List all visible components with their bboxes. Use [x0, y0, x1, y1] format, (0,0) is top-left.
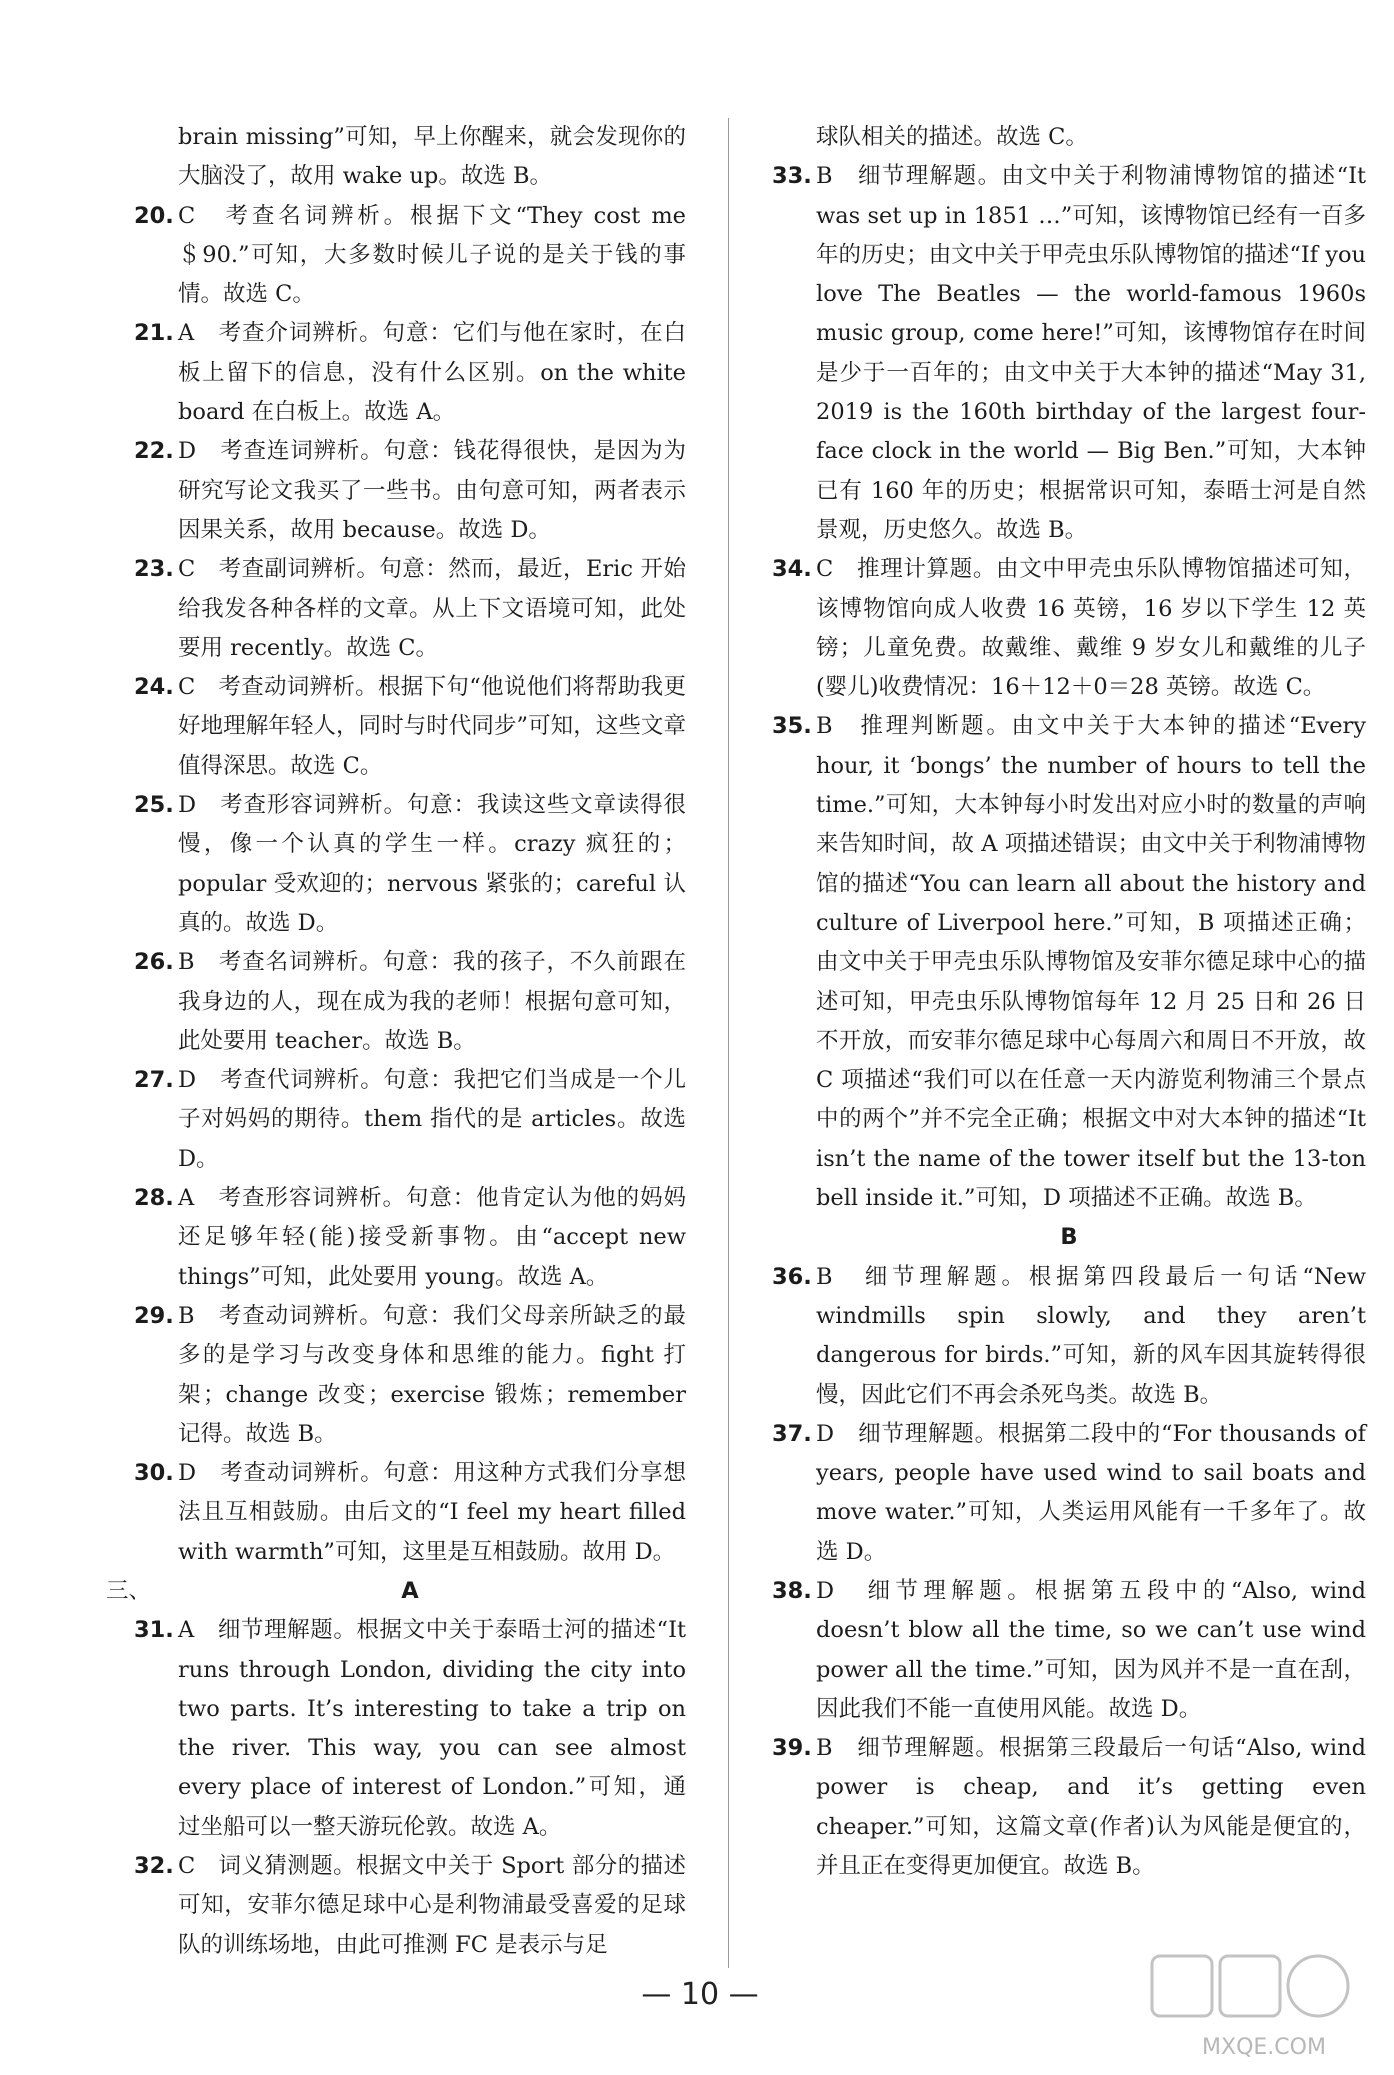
answer-text: C 考查动词辨析。根据下句“他说他们将帮助我更好地理解年轻人，同时与时代同步”可知，这些文章值得深思。故选 C。	[178, 674, 686, 779]
question-number: 28.	[134, 1185, 174, 1212]
question-number: 37.	[772, 1420, 812, 1447]
answer-item	[134, 786, 686, 943]
answer-text: 球队相关的描述。故选 C。	[816, 124, 1088, 150]
question-number: 33.	[772, 163, 812, 190]
question-number: 24.	[134, 674, 174, 701]
answer-text: B 细节理解题。根据第三段最后一句话“Also, wind power is cheap, and it’s getting even cheaper.”可知，这篇文章(作者)认为风能是便宜的，并且正在变得更加便宜。故选 B。	[816, 1735, 1366, 1880]
page-number: — 10 —	[641, 1977, 759, 2012]
answer-text: D 考查动词辨析。句意：用这种方式我们分享想法且互相鼓励。由后文的“I feel my heart filled with warmth”可知，这里是互相鼓励。故用 D。	[178, 1460, 686, 1565]
answer-item	[134, 1061, 686, 1179]
answer-item	[772, 550, 1366, 707]
left-column	[106, 118, 686, 1965]
section-heading	[772, 1218, 1366, 1257]
answer-text: D 细节理解题。根据第五段中的“Also, wind doesn’t blow all the time, so we can’t use wind power all the time.”可知，因为风并不是一直在刮，因此我们不能一直使用风能。故选 D。	[816, 1577, 1366, 1722]
answer-continuation	[772, 118, 1366, 157]
column-divider	[728, 118, 729, 1968]
question-number: 21.	[134, 320, 174, 347]
question-number: 35.	[772, 713, 812, 740]
answer-item	[134, 432, 686, 550]
question-number: 22.	[134, 438, 174, 465]
answer-item	[772, 1415, 1366, 1572]
answer-text: brain missing”可知，早上你醒来，就会发现你的大脑没了，故用 wake up。故选 B。	[178, 124, 686, 190]
answer-item	[134, 314, 686, 432]
section-number: 三、	[106, 1577, 152, 1604]
question-number: 30.	[134, 1460, 174, 1487]
answer-text: D 考查形容词辨析。句意：我读这些文章读得很慢，像一个认真的学生一样。crazy 疯狂的；popular 受欢迎的；nervous 紧张的；careful 认真的。故选 D。	[178, 792, 686, 936]
answer-text: B 细节理解题。根据第四段最后一句话“New windmills spin slowly, and they aren’t dangerous for birds.”可知，新的风车因其旋转得很慢，因此它们不再会杀死鸟类。故选 B。	[816, 1263, 1366, 1408]
answer-text: B 考查名词辨析。句意：我的孩子，不久前跟在我身边的人，现在成为我的老师！根据句意可知，此处要用 teacher。故选 B。	[178, 949, 686, 1054]
answer-item	[772, 1572, 1366, 1729]
passage-letter: B	[1060, 1224, 1078, 1251]
answer-item	[134, 1179, 686, 1297]
watermark-url: MXQE.COM	[1202, 2035, 1326, 2060]
answer-continuation	[134, 118, 686, 197]
answer-item	[134, 197, 686, 315]
question-number: 26.	[134, 949, 174, 976]
answer-text: C 考查名词辨析。根据下文“They cost me ＄90.”可知，大多数时候儿子说的是关于钱的事情。故选 C。	[178, 202, 686, 308]
answer-item	[134, 668, 686, 786]
answer-text: D 考查连词辨析。句意：钱花得很快，是因为为研究写论文我买了一些书。由句意可知，两者表示因果关系，故用 because。故选 D。	[178, 438, 686, 543]
question-number: 31.	[134, 1617, 174, 1644]
answer-item	[134, 550, 686, 668]
watermark-logo	[1146, 1950, 1382, 2068]
answer-text: C 推理计算题。由文中甲壳虫乐队博物馆描述可知，该博物馆向成人收费 16 英镑，16 岁以下学生 12 英镑；儿童免费。故戴维、戴维 9 岁女儿和戴维的儿子(婴儿)收费情况：16＋12＋0＝28 英镑。故选 C。	[816, 556, 1366, 701]
question-number: 29.	[134, 1302, 174, 1329]
answer-item	[772, 1729, 1366, 1886]
answer-text: A 考查形容词辨析。句意：他肯定认为他的妈妈还足够年轻(能)接受新事物。由“accept new things”可知，此处要用 young。故选 A。	[178, 1185, 686, 1290]
question-number: 20.	[134, 202, 174, 229]
answer-text: B 细节理解题。由文中关于利物浦博物馆的描述“It was set up in 1851 …”可知，该博物馆已经有一百多年的历史；由文中关于甲壳虫乐队博物馆的描述“If you love The Beatles — the world-famous 1960s music group, come here!”可知，该博物馆存在时间是少于一百年的；由文中关于大本钟的描述“May 31, 2019 is the 160th birthday of the largest four-face clock in the world — Big Ben.”可知，大本钟已有 160 年的历史；根据常识可知，泰晤士河是自然景观，历史悠久。故选 B。	[816, 163, 1366, 543]
question-number: 39.	[772, 1735, 812, 1762]
question-number: 32.	[134, 1853, 174, 1880]
question-number: 25.	[134, 792, 174, 819]
answer-text: B 考查动词辨析。句意：我们父母亲所缺乏的最多的是学习与改变身体和思维的能力。fight 打架；change 改变；exercise 锻炼；remember 记得。故选 B。	[178, 1302, 686, 1447]
answer-item	[134, 943, 686, 1061]
answer-item	[134, 1454, 686, 1572]
answer-item	[134, 1847, 686, 1965]
right-column	[772, 118, 1366, 1886]
question-number: 34.	[772, 556, 812, 583]
question-number: 27.	[134, 1067, 174, 1094]
answer-item	[134, 1611, 686, 1847]
answer-text: C 考查副词辨析。句意：然而，最近，Eric 开始给我发各种各样的文章。从上下文语境可知，此处要用 recently。故选 C。	[178, 556, 686, 661]
answer-item	[772, 707, 1366, 1218]
answer-item	[772, 1258, 1366, 1415]
question-number: 36.	[772, 1263, 812, 1290]
question-number: 38.	[772, 1577, 812, 1604]
passage-letter: A	[401, 1577, 419, 1604]
answer-text: D 细节理解题。根据第二段中的“For thousands of years, people have used wind to sail boats and move water.”可知，人类运用风能有一千多年了。故选 D。	[816, 1420, 1366, 1565]
answer-text: A 细节理解题。根据文中关于泰晤士河的描述“It runs through London, dividing the city into two parts. It’s interesting to take a trip on the river. This way, you can see almost every place of interest of London.”可知，通过坐船可以一整天游玩伦敦。故选 A。	[178, 1617, 686, 1840]
answer-item	[772, 157, 1366, 550]
answer-item	[134, 1297, 686, 1454]
section-heading	[106, 1572, 686, 1611]
answer-text: C 词义猜测题。根据文中关于 Sport 部分的描述可知，安菲尔德足球中心是利物浦最受喜爱的足球队的训练场地，由此可推测 FC 是表示与足	[178, 1853, 686, 1958]
answer-text: A 考查介词辨析。句意：它们与他在家时，在白板上留下的信息，没有什么区别。on the white board 在白板上。故选 A。	[178, 320, 686, 426]
question-number: 23.	[134, 556, 174, 583]
answer-text: D 考查代词辨析。句意：我把它们当成是一个儿子对妈妈的期待。them 指代的是 articles。故选 D。	[178, 1067, 686, 1172]
answer-text: B 推理判断题。由文中关于大本钟的描述“Every hour, it ‘bongs’ the number of hours to tell the time.”可知，大本钟每小时发出对应小时的数量的声响来告知时间，故 A 项描述错误；由文中关于利物浦博物馆的描述“You can learn all about the history and culture of Liverpool here.”可知，B 项描述正确；由文中关于甲壳虫乐队博物馆及安菲尔德足球中心的描述可知，甲壳虫乐队博物馆每年 12 月 25 日和 26 日不开放，而安菲尔德足球中心每周六和周日不开放，故 C 项描述“我们可以在任意一天内游览利物浦三个景点中的两个”并不完全正确；根据文中对大本钟的描述“It isn’t the name of the tower itself but the 13-ton bell inside it.”可知，D 项描述不正确。故选 B。	[816, 713, 1366, 1212]
